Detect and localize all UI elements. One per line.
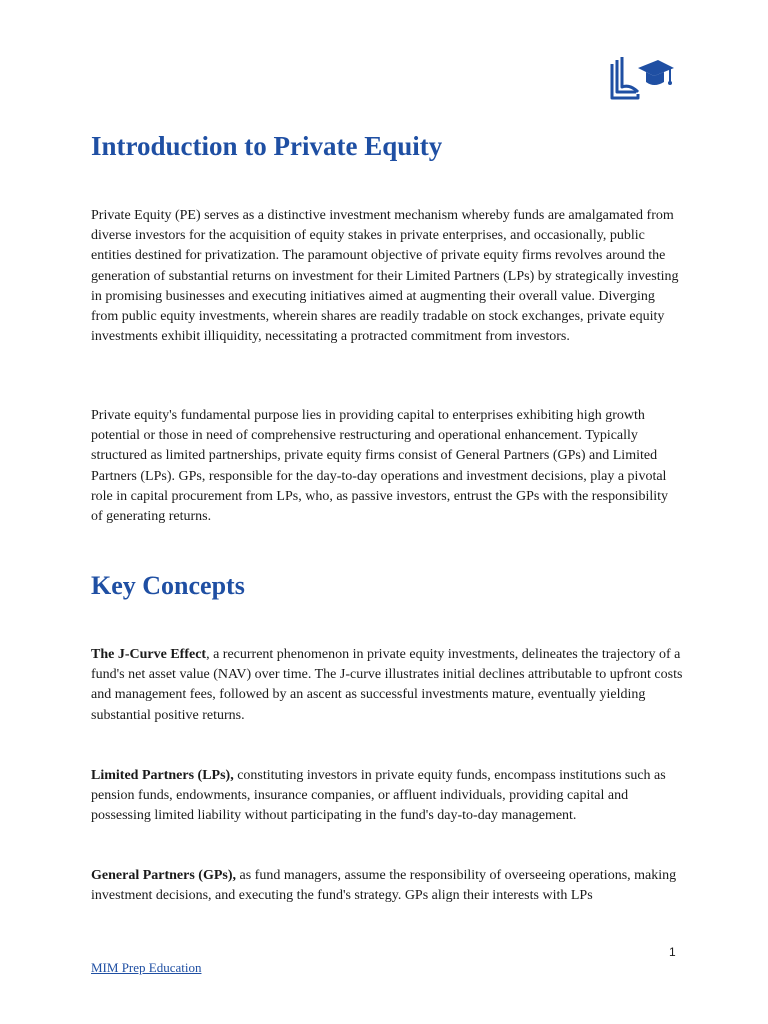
- intro-paragraph-1: Private Equity (PE) serves as a distinctive investment mechanism whereby funds are amalgamated from diverse investors for the acquisition of equity stakes in private enterprises, and occasionally, public entities destined for privatization. The paramount objective of private equity firms revolves around the generation of substantial returns on investment for their Limited Partners (LPs) by strategically investing in promising businesses and executing initiatives aimed at augmenting their overall value. Diverging from public equity investments, wherein shares are readily tradable on stock exchanges, private equity investments exhibit illiquidity, necessitating a protracted commitment from investors.: [91, 208, 679, 345]
- page-title: Introduction to Private Equity: [91, 131, 443, 161]
- lp-term: Limited Partners (LPs),: [91, 768, 234, 783]
- lp-text: constituting investors in private equity funds, encompass institutions such as pension funds, endowments, insurance companies, or affluent individuals, providing capital and possessing limited liability without participating in the fund's day-to-day management.: [91, 768, 666, 824]
- jcurve-text: , a recurrent phenomenon in private equity investments, delineates the trajectory of a fund's net asset value (NAV) over time. The J-curve illustrates initial declines attributable to upfront costs and management fees, followed by an ascent as successful investments mature, eventually yielding substantial positive returns.: [91, 647, 683, 723]
- lp-paragraph: [91, 766, 683, 827]
- page-number: 1: [669, 945, 676, 959]
- footer-link[interactable]: MIM Prep Education: [91, 960, 202, 975]
- jcurve-paragraph: [91, 645, 683, 726]
- gp-text: as fund managers, assume the responsibility of overseeing operations, making investment decisions, and executing the fund's strategy. GPs align their interests with LPs: [91, 868, 677, 904]
- book-graduation-cap-icon: [608, 54, 674, 102]
- gp-term: General Partners (GPs),: [91, 868, 237, 883]
- intro-paragraph-2: Private equity's fundamental purpose lies in providing capital to enterprises exhibiting high growth potential or those in need of comprehensive restructuring and operational enhancement. Typically structured as limited partnerships, private equity firms consist of General Partners (GPs) and Limited Partners (LPs). GPs, responsible for the day-to-day operations and investment decisions, play a pivotal role in capital procurement from LPs, who, as passive investors, entrust the GPs with the responsibility of generating returns.: [91, 408, 669, 525]
- gp-paragraph: [91, 866, 683, 906]
- key-concepts-heading: Key Concepts: [91, 571, 245, 600]
- jcurve-term: The J-Curve Effect: [91, 647, 207, 662]
